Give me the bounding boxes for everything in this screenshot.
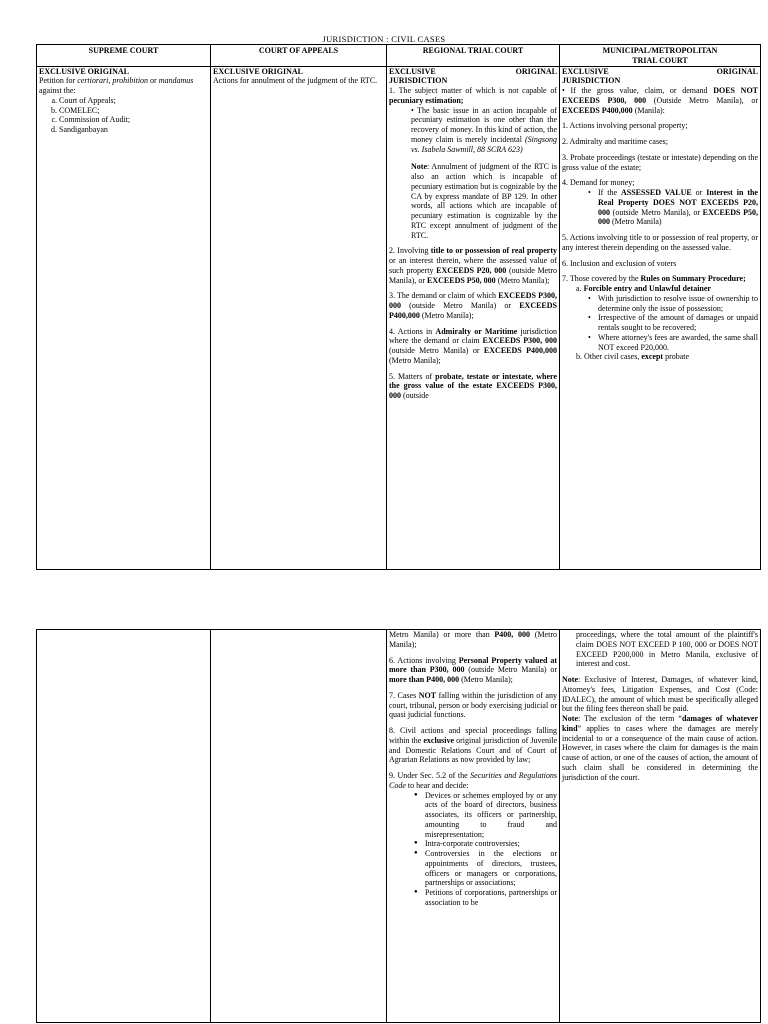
italic-text: Securities and Regulations Code <box>389 771 557 790</box>
mtc-intro <box>562 86 758 115</box>
bold-text: P400, 000 <box>494 630 531 639</box>
mtc-item-4: 4. Demand for money; <box>562 178 635 188</box>
mtc-item-6: 6. Inclusion and exclusion of voters <box>562 258 677 268</box>
bold-text: exclusive <box>423 735 455 745</box>
note-text: ” applies to cases where the damages are merely incidental to or a consequence of the main cause of action. However, in cases where the claim for damages is the main cause of action, or one of the causes of action, the amount of such claim shall be considered in determining the jurisdiction of the court. <box>562 723 758 782</box>
rtc-item-1 <box>389 86 557 106</box>
bold-text: more than P400, 000 <box>389 675 460 684</box>
list-item: ● Controversies in the elections or appointments of directors, trustees, officers or managers or corporations, partnerships or associations; <box>425 849 557 888</box>
list-item: • Irrespective of the amount of damages or unpaid rentals sought to be recovered; <box>598 313 758 333</box>
rtc-item-9 <box>389 771 557 791</box>
rtc-item-1-citation: (Singsong vs. Isabela Sawmill, 88 SCRA 623) <box>411 134 557 154</box>
cell-regional-trial-court <box>387 66 560 569</box>
list-item: ● Petitions of corporations, partnerships or association to be <box>425 888 557 908</box>
jurisdiction-table-page-2 <box>36 629 761 1023</box>
text: jurisdiction where the demand or claim <box>389 326 558 346</box>
rtc-item-6 <box>389 656 557 685</box>
list-item: d. Sandiganbayan <box>59 125 208 135</box>
text: a. <box>576 284 584 293</box>
rtc-heading-line-2: JURISDICTION <box>389 76 448 86</box>
mtc-heading-line-1: EXCLUSIVE ORIGINAL <box>562 66 758 76</box>
list-item: b. COMELEC; <box>59 106 208 116</box>
bold-text: EXCEEDS P300, 000 <box>389 291 557 310</box>
rtc-item-7 <box>389 691 557 720</box>
sc-intro-text: Petition for <box>39 76 78 86</box>
text: (Manila): <box>632 105 665 115</box>
text: falling within the jurisdiction of any court, tribunal, person or body exercising judicial or quasi judicial functions. <box>389 690 557 720</box>
cell-regional-trial-court-continued <box>387 630 560 1023</box>
rtc-item-1-bold: pecuniary estimation; <box>389 95 464 105</box>
mtc-note-1 <box>562 675 758 714</box>
rtc-item-5-continued <box>389 630 557 650</box>
mtc-item-7a-list <box>562 294 758 353</box>
bold-text: EXCEEDS P400,000 <box>483 346 557 355</box>
text: (Metro Manila); <box>495 275 550 285</box>
bold-text: EXCEEDS P20, 000 <box>436 265 507 275</box>
mtc-heading-line-2: JURISDICTION <box>562 76 621 86</box>
rtc-note-text: : Annulment of judgment of the RTC is also an action which is incapable of pecuniary estimation but is cognizable by the CA by express mandate of BP 129. In other words, all actions which are incapable of pecuniary estimation is cognizable by the RTC except annulment of judgment of the RTC. <box>411 162 557 240</box>
sc-intro-mandamus: mandamus <box>158 76 194 86</box>
mtc-item-7 <box>562 274 758 284</box>
rtc-item-9-list <box>389 791 557 908</box>
rtc-item-1-bullet-text: The basic issue in an action incapable of pecuniary estimation is one other than the recovery of money. In this kind of action, the money claim is merely incidental <box>411 105 557 144</box>
mtc-item-7b <box>562 352 758 362</box>
text: (Metro Manila); <box>389 630 557 649</box>
header-regional-trial-court: REGIONAL TRIAL COURT <box>387 45 560 67</box>
note-text: : Exclusive of Interest, Damages, of whatever kind, Attorney's fees, Litigation Expenses, and Cost (Code: IDALEC), the amount of which must be specifically alleged but the filing fees thereon shall be paid. <box>562 675 758 714</box>
list-item: ● Intra-corporate controversies; <box>425 839 557 849</box>
text: If the <box>598 188 621 197</box>
mtc-item-7b-continued: proceedings, where the total amount of the plaintiff's claim DOES NOT EXCEED P 100, 000 or DOES NOT EXCEED P200,000 in Metro Manila, exclusive of interest and cost. <box>576 630 758 669</box>
sc-intro-writs: certiorari, prohibition <box>77 76 149 86</box>
text: to hear and decide: <box>405 780 469 790</box>
mtc-item-2: 2. Admiralty and maritime cases; <box>562 137 668 146</box>
ca-text: Actions for annulment of the judgment of the RTC. <box>213 76 378 86</box>
text: or <box>691 188 707 197</box>
document-title: JURISDICTION : CIVIL CASES <box>322 34 446 44</box>
bold-text: EXCEEDS P400,000 <box>389 301 557 320</box>
rtc-item-5 <box>389 372 557 401</box>
sc-heading: EXCLUSIVE ORIGINAL <box>39 66 130 76</box>
header-mtc-line-2: TRIAL COURT <box>632 55 688 65</box>
cell-court-of-appeals <box>211 66 387 569</box>
bold-text: title to or possession of real property <box>430 246 558 256</box>
text: (outside Metro Manila), or <box>389 265 557 285</box>
rtc-item-1-text: 1. The subject matter of which is not capable of <box>389 86 557 95</box>
rtc-heading-line-1: EXCLUSIVE ORIGINAL <box>389 66 557 76</box>
bold-text: EXCEEDS P50, 000 <box>427 275 496 285</box>
header-court-of-appeals: COURT OF APPEALS <box>211 45 387 67</box>
text: (Outside Metro Manila), or <box>646 95 758 105</box>
text: (Metro Manila); <box>419 310 474 320</box>
cell-supreme-court <box>37 66 211 569</box>
rtc-item-1-bullet: • The basic issue in an action incapable of pecuniary estimation is one other than the recovery of money. In this kind of action, the money claim is merely incidental (Singsong vs. Isabela Sawmill, 88 SCRA 623) <box>411 105 557 154</box>
sc-intro <box>39 76 208 96</box>
rtc-note-label: Note <box>411 162 427 172</box>
rtc-item-2 <box>389 246 557 285</box>
note-label: Note <box>562 675 578 684</box>
sc-court-list <box>39 96 208 135</box>
sc-intro-against: against the: <box>39 86 76 95</box>
text: 3. The demand or claim of which <box>389 291 499 301</box>
text: 9. Under Sec. 5.2 of the <box>389 771 471 780</box>
note-label: Note <box>562 714 578 723</box>
bold-text: Admiralty or Maritime <box>435 326 518 336</box>
text: (outside Metro Manila) or <box>464 665 558 675</box>
text: 6. Actions involving <box>389 655 459 665</box>
bold-text: Personal Property valued at more than P300, 000 <box>389 655 557 675</box>
rtc-item-3 <box>389 291 557 320</box>
bold-text: damages of whatever kind <box>562 714 758 733</box>
text: (outside Metro Manila) or <box>389 346 484 355</box>
text: (Metro Manila); <box>389 355 441 365</box>
list-item: a. Court of Appeals; <box>59 96 208 106</box>
list-item: • Where attorney's fees are awarded, the same shall NOT exceed P20,000. <box>598 333 758 353</box>
cell-municipal-trial-court <box>560 66 761 569</box>
text: b. Other civil cases, <box>576 352 642 362</box>
text: 5. Matters of <box>389 371 436 381</box>
jurisdiction-table-page-1 <box>36 44 761 570</box>
header-mtc-line-1: MUNICIPAL/METROPOLITAN <box>602 46 718 55</box>
text: 8. Civil actions and special proceedings falling within the <box>389 726 557 745</box>
bold-text: DOES NOT EXCEEDS P300, 000 <box>562 86 759 105</box>
bold-text: EXCEEDS P300, 000 <box>482 336 557 346</box>
ca-heading: EXCLUSIVE ORIGINAL <box>213 66 304 76</box>
mtc-item-3: 3. Probate proceedings (testate or intestate) depending on the gross value of the estate; <box>562 152 758 172</box>
mtc-item-4-list <box>562 188 758 227</box>
note-text: : The exclusion of the term “ <box>578 714 682 723</box>
bold-text: Interest in the Real Property DOES NOT EXCEEDS P20, 000 <box>598 188 758 217</box>
text: or an interest therein, where the assessed value of such property <box>389 256 557 275</box>
bold-text: EXCEEDS P50, 000 <box>598 207 758 227</box>
list-item: ● Devices or schemes employed by or any acts of the board of directors, business associates, its officers or partnership, amounting to fraud and misrepresentation; <box>425 791 557 840</box>
cell-court-of-appeals-continued <box>211 630 387 1023</box>
rtc-item-4 <box>389 327 557 366</box>
mtc-item-7a <box>562 284 758 294</box>
rtc-item-8 <box>389 726 557 765</box>
text: Metro Manila) or more than <box>389 630 495 639</box>
sc-intro-or: or <box>148 76 159 86</box>
mtc-item-5: 5. Actions involving title to or possession of real property, or any interest therein depending on the assessed value. <box>562 233 758 252</box>
header-municipal-trial-court <box>560 45 761 67</box>
text: (outside Metro Manila) or <box>401 301 520 310</box>
header-supreme-court: SUPREME COURT <box>37 45 211 67</box>
bold-text: except <box>641 352 664 362</box>
text: (Metro Manila) <box>610 217 662 227</box>
cell-municipal-trial-court-continued <box>560 630 761 1023</box>
list-item: c. Commission of Audit; <box>59 115 208 125</box>
text: (Metro Manila); <box>459 675 513 684</box>
text: original jurisdiction of Juvenile and Domestic Relations Court and of Court of Agrarian Relations as now provided by law; <box>389 735 557 765</box>
text: probate <box>663 352 690 362</box>
cell-supreme-court-continued <box>37 630 211 1023</box>
list-item <box>598 188 758 227</box>
text: 4. Actions in <box>389 326 436 336</box>
text: 7. Those covered by the <box>562 274 641 284</box>
bold-text: Forcible entry and Unlawful detainer <box>583 284 711 293</box>
bold-text: NOT <box>418 690 437 700</box>
bold-text: Rules on Summary Procedure; <box>640 274 746 284</box>
mtc-note-2 <box>562 714 758 782</box>
text: • If the gross value, claim, or demand <box>562 86 714 95</box>
text: 2. Involving <box>389 246 431 256</box>
mtc-item-1: 1. Actions involving personal property; <box>562 121 688 131</box>
list-item: • With jurisdiction to resolve issue of ownership to determine only the issue of possession; <box>598 294 758 314</box>
bold-text: ASSESSED VALUE <box>620 188 692 197</box>
text: 7. Cases <box>389 690 419 700</box>
rtc-note <box>389 162 557 240</box>
text: (outside Metro Manila), or <box>610 207 703 217</box>
bold-text: EXCEEDS P400,000 <box>562 105 633 115</box>
bold-text: probate, testate or intestate, where the gross value of the estate EXCEEDS P300, 000 <box>389 371 557 400</box>
text: (outside <box>401 391 429 400</box>
